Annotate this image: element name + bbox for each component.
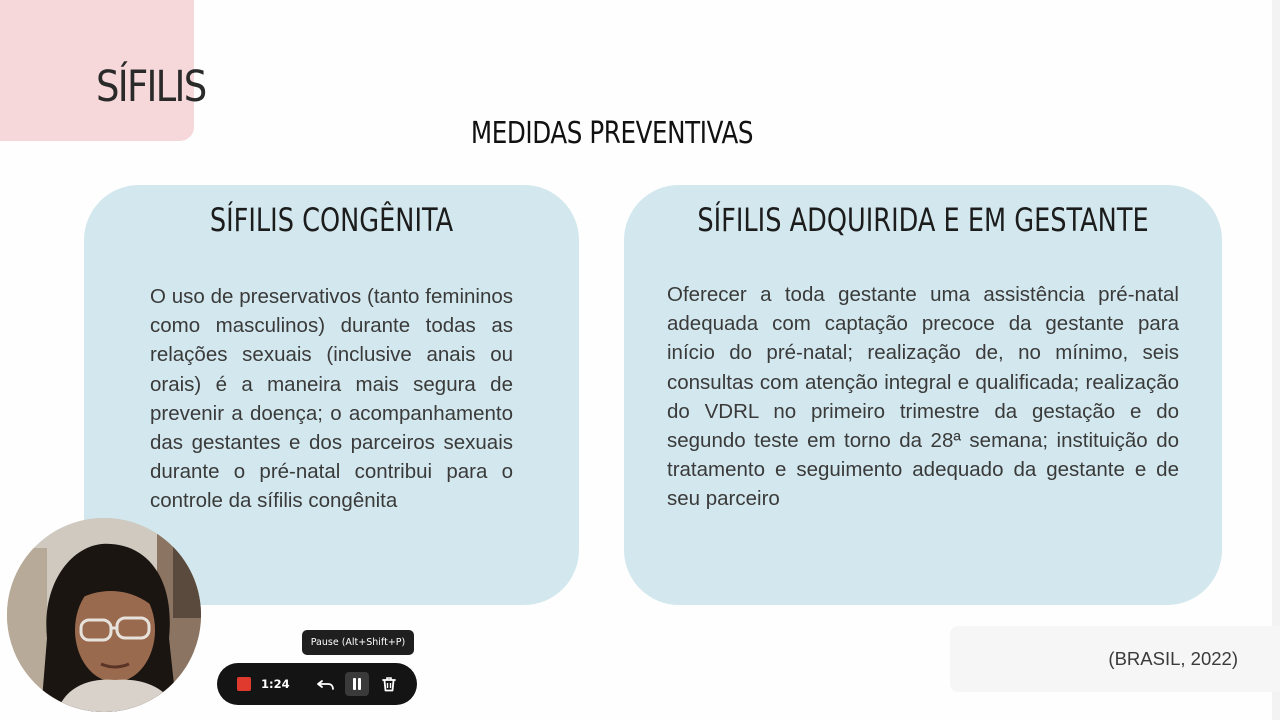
delete-recording-button[interactable] [377, 672, 401, 696]
card-body: Oferecer a toda gestante uma assistência pré-natal adequada com captação precoce da gestante para início do pré-natal; realização de, no mínimo, seis consultas com atenção integral e qualificada; realização do VDRL no primeiro trimestre da gestação e do segundo teste em torno da 28ª semana; instituição do tratamento e seguimento adequado da gestante e de seu parceiro [667, 283, 1179, 511]
pause-tooltip: Pause (Alt+Shift+P) [302, 630, 414, 655]
card-body: O uso de preservativos (tanto femininos como masculinos) durante todas as relações sexuais (inclusive anais ou orais) é a maneira mais segura de prevenir a doença; o acompanhamento das gestantes e dos parceiros sexuais durante o pré-natal contribui para o controle da sífilis congênita [150, 285, 513, 513]
card-acquired-syphilis [624, 185, 1222, 605]
trash-icon [377, 672, 401, 696]
webcam-bubble[interactable] [7, 518, 201, 712]
pause-icon [345, 672, 369, 696]
card-title: SÍFILIS ADQUIRIDA E EM GESTANTE [697, 201, 1149, 239]
stop-recording-icon[interactable] [237, 677, 251, 691]
slide-title: SÍFILIS [96, 62, 206, 112]
restart-recording-button[interactable] [314, 672, 338, 696]
undo-icon [314, 672, 338, 696]
card-title: SÍFILIS CONGÊNITA [209, 201, 454, 239]
presenter-video-image [7, 518, 201, 712]
slide-subtitle: MEDIDAS PREVENTIVAS [470, 116, 754, 151]
pause-button[interactable] [345, 672, 369, 696]
recording-toolbar [217, 663, 417, 705]
citation: (BRASIL, 2022) [1108, 648, 1238, 669]
recording-timer: 1:24 [261, 677, 290, 691]
window-edge [1272, 0, 1280, 720]
